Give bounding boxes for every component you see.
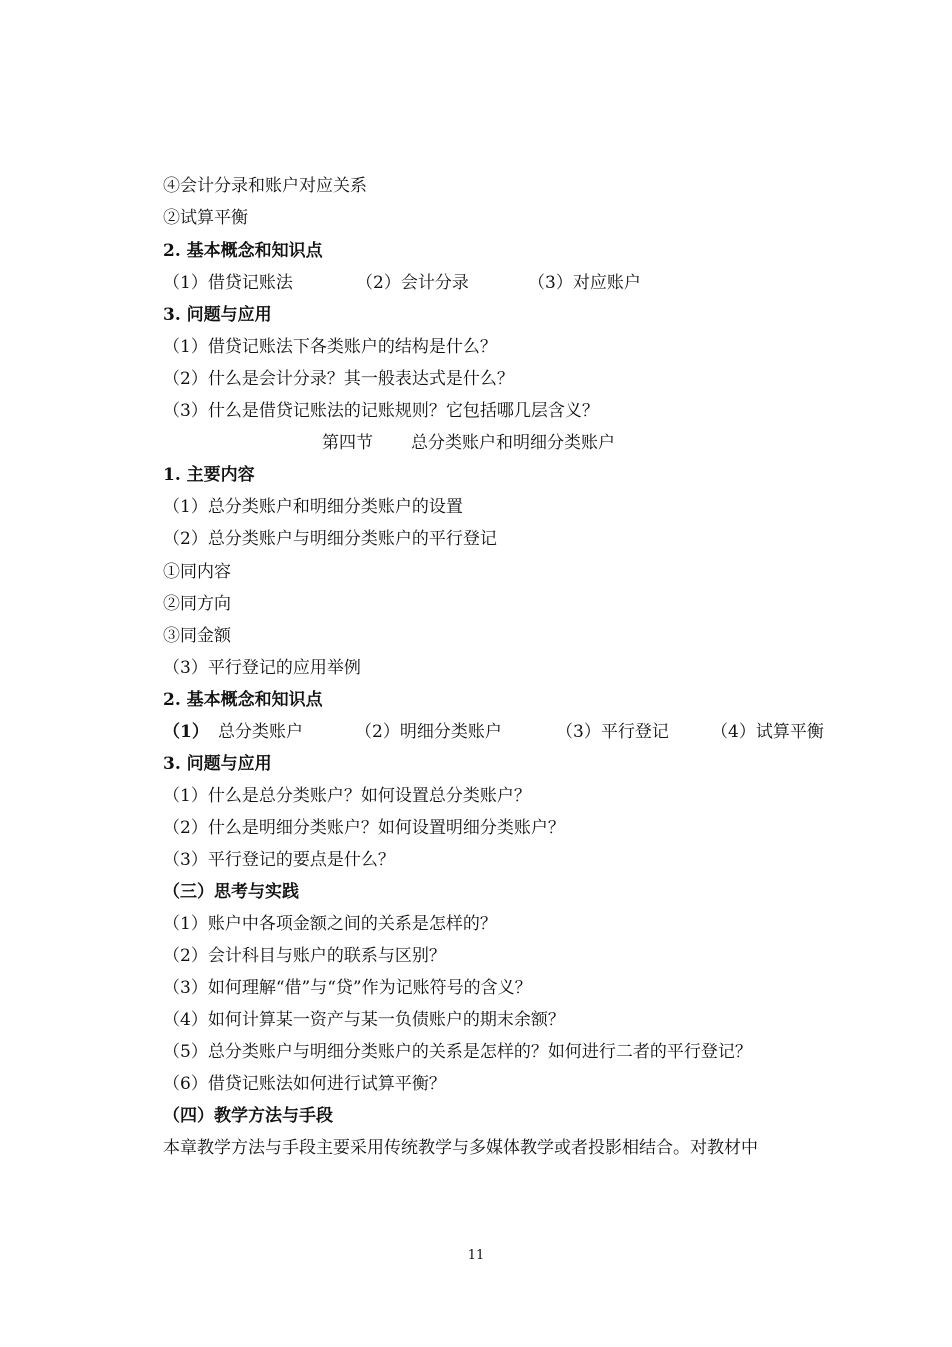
paragraph: 本章教学方法与手段主要采用传统教学与多媒体教学或者投影相结合。对教材中 xyxy=(163,1138,758,1158)
concept-item: （1）借贷记账法 xyxy=(163,273,293,293)
concept-item: 总分类账户 xyxy=(218,722,303,742)
list-item: （3）平行登记的应用举例 xyxy=(163,658,361,678)
concept-item: （3）对应账户 xyxy=(528,273,641,293)
section-heading: 3. 问题与应用 xyxy=(163,754,272,774)
list-item: ②试算平衡 xyxy=(163,208,248,228)
question-item: （1）借贷记账法下各类账户的结构是什么？ xyxy=(163,337,497,357)
question-item: （5）总分类账户与明细分类账户的关系是怎样的？如何进行二者的平行登记？ xyxy=(163,1042,752,1062)
question-item: （3）如何理解“借”与“贷”作为记账符号的含义？ xyxy=(163,978,532,998)
list-item: （1）总分类账户和明细分类账户的设置 xyxy=(163,497,463,517)
list-item: ④会计分录和账户对应关系 xyxy=(163,176,367,196)
page-number: 11 xyxy=(467,1248,485,1263)
question-item: （3）平行登记的要点是什么？ xyxy=(163,850,395,870)
section-heading: 2. 基本概念和知识点 xyxy=(163,690,323,710)
concept-item: （2）明细分类账户 xyxy=(355,722,502,742)
question-item: （1）账户中各项金额之间的关系是怎样的？ xyxy=(163,914,497,934)
concept-item: （4）试算平衡 xyxy=(711,722,824,742)
concept-item-number: （1） xyxy=(163,722,209,742)
question-item: （3）什么是借贷记账法的记账规则？它包括哪几层含义？ xyxy=(163,401,599,421)
question-item: （2）什么是会计分录？其一般表达式是什么？ xyxy=(163,369,514,389)
section-heading: 2. 基本概念和知识点 xyxy=(163,241,323,261)
list-item: ③同金额 xyxy=(163,626,231,646)
list-item: ①同内容 xyxy=(163,562,231,582)
list-item: （2）总分类账户与明细分类账户的平行登记 xyxy=(163,529,497,549)
question-item: （2）什么是明细分类账户？如何设置明细分类账户？ xyxy=(163,818,565,838)
section-heading: （四）教学方法与手段 xyxy=(163,1106,333,1126)
concept-item: （2）会计分录 xyxy=(356,273,469,293)
concept-item: （3）平行登记 xyxy=(556,722,669,742)
question-item: （6）借贷记账法如何进行试算平衡？ xyxy=(163,1074,446,1094)
chapter-section-number: 第四节 xyxy=(322,433,373,453)
list-item: ②同方向 xyxy=(163,594,231,614)
section-heading: 1. 主要内容 xyxy=(163,465,255,485)
section-heading: 3. 问题与应用 xyxy=(163,305,272,325)
question-item: （2）会计科目与账户的联系与区别？ xyxy=(163,946,446,966)
chapter-section-title: 总分类账户和明细分类账户 xyxy=(411,433,615,453)
section-heading: （三）思考与实践 xyxy=(163,882,299,902)
question-item: （4）如何计算某一资产与某一负债账户的期末余额？ xyxy=(163,1010,565,1030)
question-item: （1）什么是总分类账户？如何设置总分类账户？ xyxy=(163,786,531,806)
